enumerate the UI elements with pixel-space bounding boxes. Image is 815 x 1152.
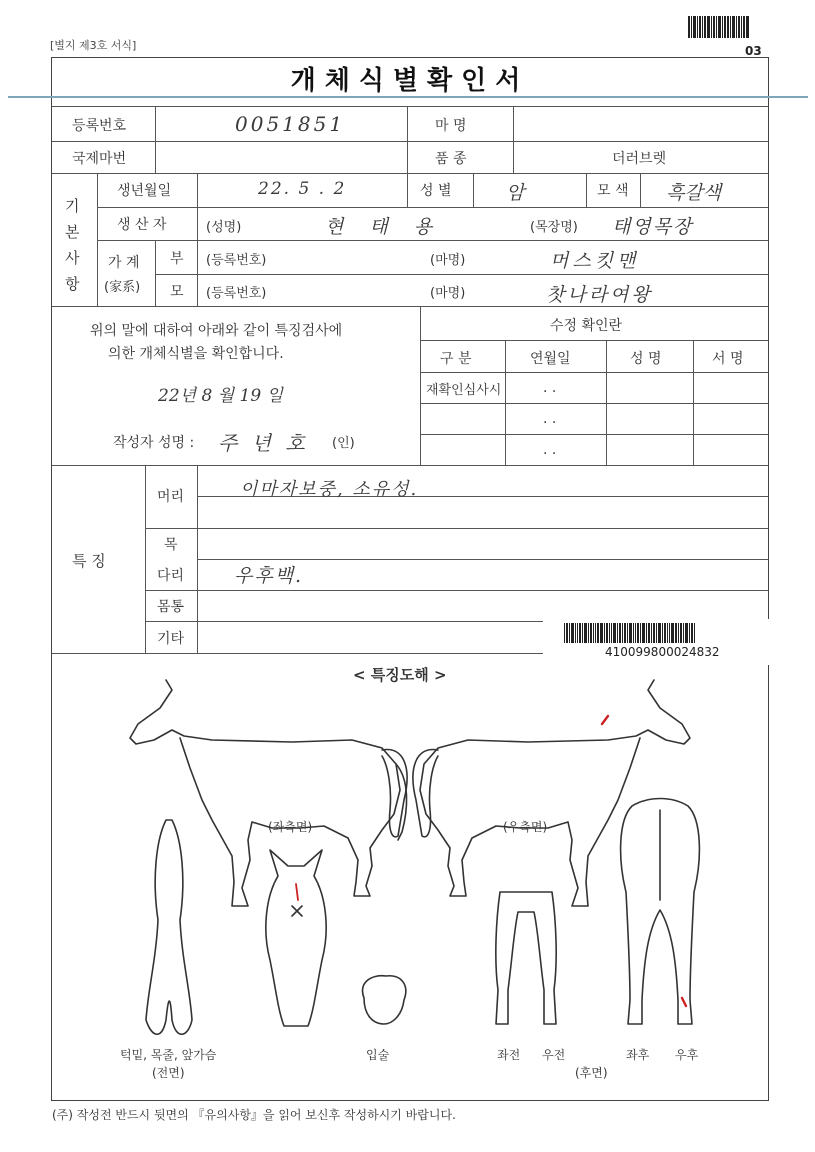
barcode-number: 410099800024832 (605, 645, 720, 659)
dam-name: 찻나라여왕 (546, 284, 653, 306)
breed-value: 더러브렛 (612, 151, 667, 167)
barcode-label (543, 619, 771, 665)
confirm-text-1: 위의 말에 대하여 아래와 같이 특징검사에 (90, 323, 343, 339)
revision-col-sign: 서 명 (712, 351, 744, 367)
leg-label-lh: 좌후 (626, 1048, 650, 1062)
revision-title: 수정 확인란 (550, 318, 623, 334)
page-number: 03 (745, 44, 762, 58)
leg-label-rf: 우전 (542, 1048, 566, 1062)
top-barcode (688, 16, 749, 38)
writer-name: 주 년 호 (218, 431, 309, 455)
rear-view (621, 799, 700, 1025)
revision-row-type: 재확인심사시 (426, 383, 502, 398)
leg-label-rh: 우후 (675, 1048, 699, 1062)
family-hanja: (家系) (104, 280, 141, 295)
color-value: 흑갈색 (666, 182, 722, 204)
form-label: [별지 제3호 서식] (50, 39, 137, 52)
revision-col-type: 구 분 (440, 351, 472, 367)
horse-diagram (52, 660, 768, 1100)
feature-label-neck: 목 (164, 537, 178, 553)
feature-value-head: 이마자보중, 소유성. (240, 479, 419, 500)
farm-name: 태영목장 (612, 216, 694, 238)
farm-tag: (목장명) (530, 220, 578, 235)
revision-row-date: . . (543, 380, 557, 396)
dam-label: 모 (170, 284, 184, 300)
sire-name: 머스킷맨 (550, 250, 640, 272)
reg-no-value: 0051851 (235, 112, 346, 136)
sire-name-tag: (마명) (430, 253, 466, 268)
confirm-date: 22년 8 월 19 일 (158, 386, 283, 406)
revision-col-name: 성 명 (630, 351, 662, 367)
right-side-label: (우측면) (503, 820, 548, 834)
sex-label: 성 별 (420, 183, 452, 199)
lips-view (363, 976, 406, 1024)
page-title: 개체식별확인서 (290, 66, 530, 96)
revision-row-date: . . (543, 442, 557, 458)
sire-label: 부 (170, 251, 184, 267)
producer-name: 현 태 용 (325, 216, 443, 238)
seal-label: (인) (332, 436, 355, 451)
revision-row-date: . . (543, 411, 557, 427)
birth-label: 생년월일 (117, 183, 172, 199)
sex-value: 암 (506, 182, 525, 204)
feature-label-body: 몸통 (157, 599, 185, 615)
left-side-label: (좌측면) (268, 820, 313, 834)
sire-reg-tag: (등록번호) (206, 253, 267, 268)
footer-note: (주) 작성전 반드시 뒷면의 『유의사항』을 읽어 보신후 작성하시기 바랍니다. (52, 1108, 456, 1122)
breed-label: 품 종 (435, 151, 467, 167)
confirm-text-2: 의한 개체식별을 확인합니다. (108, 346, 284, 362)
reg-no-label: 등록번호 (72, 118, 127, 134)
head-front-view (266, 850, 326, 1026)
lips-caption: 입술 (366, 1048, 390, 1062)
left-side-horse (130, 680, 407, 906)
horse-name-label: 마 명 (435, 118, 467, 134)
features-section-label: 특 징 (72, 552, 106, 570)
feature-label-other: 기타 (157, 631, 185, 647)
dam-reg-tag: (등록번호) (206, 286, 267, 301)
front-legs-view (496, 892, 556, 1024)
front-caption: 턱밑, 목줄, 앞가슴 (120, 1048, 217, 1062)
family-label: 가 계 (108, 255, 140, 271)
feature-value-legs: 우후백. (234, 565, 304, 587)
diagram-title: < 특징도해 > (353, 666, 447, 684)
dam-name-tag: (마명) (430, 286, 466, 301)
producer-name-tag: (성명) (206, 220, 242, 235)
intl-no-label: 국제마번 (72, 151, 127, 167)
producer-label: 생 산 자 (117, 217, 167, 233)
basic-section-label: 기본사항 (65, 197, 80, 293)
front-label: (전면) (152, 1066, 185, 1080)
feature-label-head: 머리 (157, 489, 185, 505)
color-label: 모 색 (597, 183, 629, 199)
revision-col-date: 연월일 (530, 351, 571, 367)
writer-label: 작성자 성명 : (113, 435, 195, 451)
right-side-horse (413, 680, 690, 906)
leg-label-lf: 좌전 (497, 1048, 521, 1062)
feature-label-legs: 다리 (157, 568, 185, 584)
front-view (146, 820, 192, 1034)
rear-caption: (후면) (575, 1066, 608, 1080)
barcode (564, 623, 695, 643)
birth-value: 22. 5 . 2 (258, 179, 347, 199)
